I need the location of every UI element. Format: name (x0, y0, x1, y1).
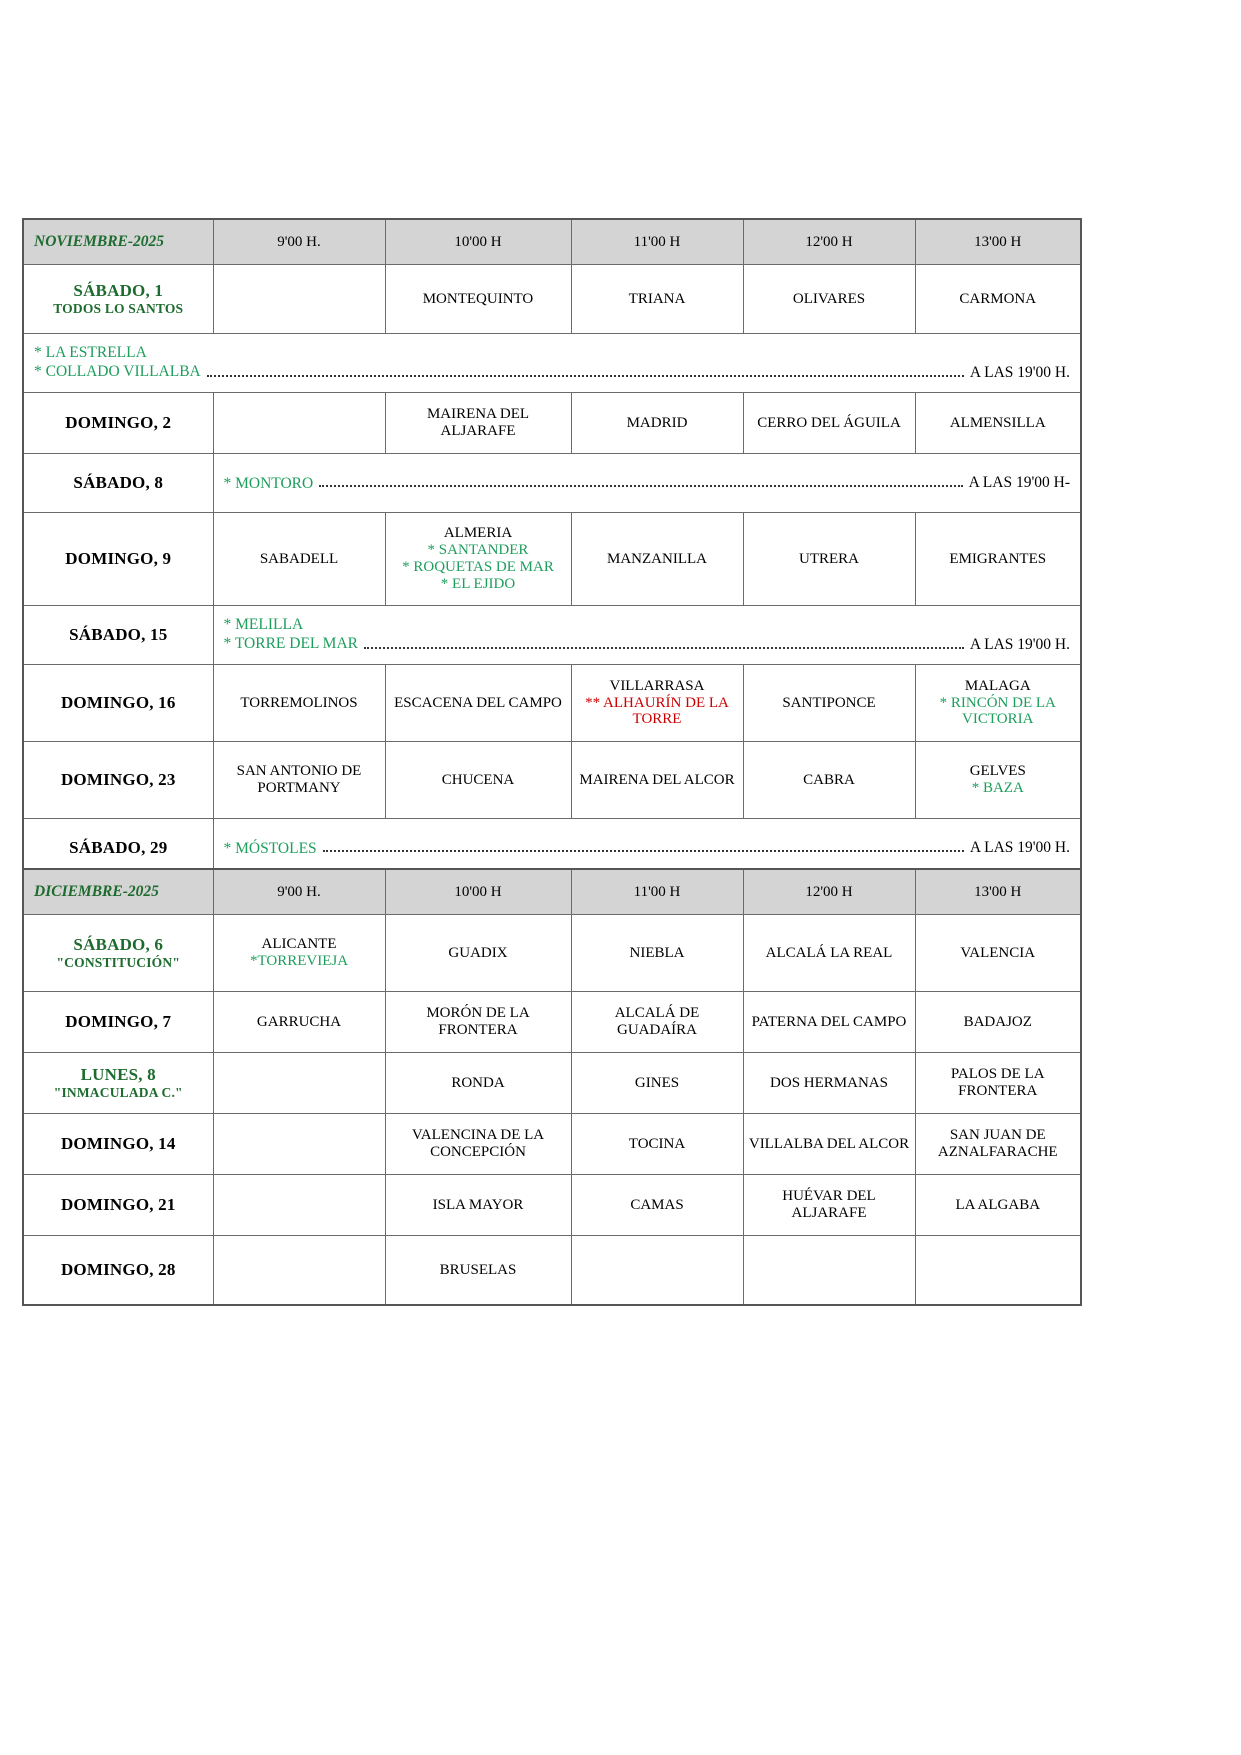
table-row (23, 606, 1081, 665)
place-name: * SANTANDER (427, 542, 529, 559)
place-name: VILLALBA DEL ALCOR (748, 1135, 910, 1152)
place-name: PATERNA DEL CAMPO (751, 1013, 907, 1030)
schedule-cell (915, 513, 1081, 606)
schedule-cell (571, 1114, 743, 1175)
column-header-hour-5: 13'00 H (915, 219, 1081, 265)
schedule-cell (571, 1175, 743, 1236)
full-width-note-cell (213, 454, 1081, 513)
schedule-cell (213, 393, 385, 454)
day-label: SÁBADO, 8 (73, 473, 164, 493)
december-schedule-table (22, 868, 1080, 1306)
place-name: MONTEQUINTO (422, 290, 534, 307)
schedule-cell (915, 1236, 1081, 1306)
note-time: A LAS 19'00 H. (969, 838, 1070, 856)
schedule-cell (915, 1175, 1081, 1236)
schedule-cell (213, 513, 385, 606)
table-row (23, 1114, 1081, 1175)
schedule-cell (743, 513, 915, 606)
schedule-cell (571, 665, 743, 742)
place-name: MAIRENA DEL ALJARAFE (426, 406, 530, 439)
place-name: BRUSELAS (439, 1261, 517, 1278)
place-name: ALMERIA (443, 525, 513, 542)
place-name: * EL EJIDO (440, 575, 516, 592)
day-label: DOMINGO, 2 (65, 413, 172, 433)
day-label-cell (23, 265, 213, 334)
note-place-list (224, 616, 359, 654)
schedule-cell (385, 393, 571, 454)
place-name: CHUCENA (441, 771, 515, 788)
december-table-body (23, 915, 1081, 1306)
schedule-cell (213, 1114, 385, 1175)
day-label-cell (23, 1175, 213, 1236)
schedule-cell (385, 1175, 571, 1236)
day-label-cell (23, 1236, 213, 1306)
day-label: DOMINGO, 23 (60, 770, 176, 790)
day-label: SÁBADO, 1 (73, 281, 164, 301)
schedule-cell (385, 1114, 571, 1175)
day-label: SÁBADO, 29 (69, 838, 168, 858)
schedule-cell (385, 1236, 571, 1306)
table-row (23, 334, 1081, 393)
day-label: DOMINGO, 7 (65, 1012, 172, 1032)
schedule-cell (385, 265, 571, 334)
place-name: EMIGRANTES (949, 550, 1047, 567)
table-row (23, 513, 1081, 606)
day-label: DOMINGO, 16 (60, 693, 176, 713)
place-name: ISLA MAYOR (432, 1196, 524, 1213)
place-name: NIEBLA (629, 944, 685, 961)
place-name: MORÓN DE LA FRONTERA (426, 1005, 530, 1038)
place-name: OLIVARES (792, 290, 866, 307)
column-header-hour-3: 11'00 H (571, 219, 743, 265)
place-name: * RINCÓN DE LA VICTORIA (939, 694, 1056, 728)
day-label-cell (23, 1114, 213, 1175)
column-header-hour-4: 12'00 H (743, 869, 915, 915)
place-name: * MÓSTOLES (223, 840, 317, 858)
table-row (23, 393, 1081, 454)
november-table-header (23, 219, 1081, 265)
table-row (23, 265, 1081, 334)
place-name: * MELILLA (223, 616, 304, 634)
day-label-cell (23, 992, 213, 1053)
schedule-cell (743, 1175, 915, 1236)
november-month-label: NOVIEMBRE-2025 (23, 219, 213, 265)
note-place-list (224, 475, 314, 492)
header-row (23, 219, 1081, 265)
december-month-label: DICIEMBRE-2025 (23, 869, 213, 915)
place-name: RONDA (451, 1074, 505, 1091)
note-place-list (34, 344, 201, 382)
dotted-leader (319, 484, 962, 487)
day-label-cell (23, 393, 213, 454)
day-label: DOMINGO, 9 (65, 549, 172, 569)
schedule-cell (385, 1053, 571, 1114)
schedule-cell (915, 665, 1081, 742)
note-time: A LAS 19'00 H- (968, 473, 1070, 491)
place-name: CERRO DEL ÁGUILA (757, 414, 901, 431)
place-name: ESCACENA DEL CAMPO (394, 694, 562, 711)
table-row (23, 665, 1081, 742)
dotted-leader (364, 646, 964, 649)
place-name: CABRA (803, 771, 855, 788)
schedule-cell (915, 915, 1081, 992)
note-time: A LAS 19'00 H. (969, 363, 1070, 381)
place-name: GUADIX (448, 944, 508, 961)
note-place-list (224, 840, 317, 857)
column-header-hour-1: 9'00 H. (213, 869, 385, 915)
column-header-hour-2: 10'00 H (385, 869, 571, 915)
schedule-cell (213, 265, 385, 334)
place-name: CAMAS (630, 1196, 684, 1213)
header-row (23, 869, 1081, 915)
place-name: * ROQUETAS DE MAR (402, 559, 554, 575)
schedule-cell (213, 665, 385, 742)
column-header-hour-5: 13'00 H (915, 869, 1081, 915)
place-name: MALAGA (964, 677, 1031, 694)
day-label: SÁBADO, 6 (73, 935, 164, 955)
table-row (23, 742, 1081, 819)
place-name: VILLARRASA (609, 677, 705, 694)
dotted-leader (323, 849, 964, 852)
schedule-cell (385, 513, 571, 606)
day-label-cell (23, 742, 213, 819)
schedule-cell (213, 915, 385, 992)
place-name: * MONTORO (223, 475, 314, 493)
place-name: ALMENSILLA (949, 414, 1046, 431)
place-name: BADAJOZ (963, 1013, 1032, 1030)
place-name: ALCALÁ LA REAL (765, 944, 893, 961)
schedule-cell (915, 992, 1081, 1053)
schedule-cell (571, 992, 743, 1053)
schedule-cell (385, 915, 571, 992)
table-row (23, 915, 1081, 992)
schedule-cell (743, 265, 915, 334)
place-name: VALENCIA (960, 944, 1036, 961)
table-row (23, 992, 1081, 1053)
place-name: * TORRE DEL MAR (223, 635, 358, 652)
place-name: UTRERA (799, 550, 859, 567)
table-row (23, 454, 1081, 513)
place-name: DOS HERMANAS (770, 1074, 888, 1091)
day-label-cell (23, 454, 213, 513)
place-name: CARMONA (959, 290, 1037, 307)
table-row (23, 1236, 1081, 1306)
schedule-cell (743, 665, 915, 742)
schedule-cell (915, 1114, 1081, 1175)
day-label-cell (23, 665, 213, 742)
schedule-cell (571, 1053, 743, 1114)
schedule-cell (915, 1053, 1081, 1114)
place-name: MADRID (626, 414, 688, 431)
schedule-cell (915, 265, 1081, 334)
schedule-cell (571, 265, 743, 334)
schedule-cell (743, 1236, 915, 1306)
place-name: ** ALHAURÍN DE LA TORRE (585, 694, 729, 728)
schedule-cell (915, 393, 1081, 454)
schedule-cell (571, 393, 743, 454)
place-name: HUÉVAR DEL ALJARAFE (782, 1188, 876, 1221)
place-name: PALOS DE LA FRONTERA (950, 1066, 1045, 1099)
day-sublabel: "CONSTITUCIÓN" (56, 955, 181, 971)
column-header-hour-1: 9'00 H. (213, 219, 385, 265)
place-name: * BAZA (971, 780, 1024, 796)
place-name: SANTIPONCE (782, 694, 876, 711)
full-width-note-cell (23, 334, 1081, 393)
schedule-cell (743, 393, 915, 454)
schedule-cell (915, 742, 1081, 819)
place-name: GELVES (969, 763, 1026, 780)
day-label: DOMINGO, 14 (60, 1134, 176, 1154)
place-name: * LA ESTRELLA (34, 344, 147, 362)
schedule-cell (571, 915, 743, 992)
schedule-cell (213, 1236, 385, 1306)
schedule-cell (213, 992, 385, 1053)
day-sublabel: TODOS LO SANTOS (53, 301, 184, 317)
schedule-cell (385, 665, 571, 742)
schedule-cell (571, 513, 743, 606)
place-name: ALICANTE (261, 936, 337, 953)
place-name: TORREMOLINOS (240, 694, 358, 711)
schedule-cell (385, 742, 571, 819)
place-name: ALCALÁ DE GUADAÍRA (614, 1005, 700, 1038)
schedule-cell (571, 742, 743, 819)
column-header-hour-4: 12'00 H (743, 219, 915, 265)
schedule-cell (743, 1114, 915, 1175)
december-table (22, 868, 1082, 1306)
place-name: TOCINA (628, 1135, 686, 1152)
place-name: MANZANILLA (607, 550, 707, 567)
dotted-leader (207, 374, 964, 377)
schedule-cell (743, 915, 915, 992)
full-width-note-cell (213, 606, 1081, 665)
day-label-cell (23, 915, 213, 992)
day-label-cell (23, 513, 213, 606)
place-name: GARRUCHA (256, 1013, 342, 1030)
place-name: VALENCINA DE LA CONCEPCIÓN (411, 1127, 545, 1160)
schedule-cell (743, 1053, 915, 1114)
day-label: DOMINGO, 28 (60, 1260, 176, 1280)
day-label-cell (23, 1053, 213, 1114)
note-time: A LAS 19'00 H. (969, 635, 1070, 653)
column-header-hour-3: 11'00 H (571, 869, 743, 915)
schedule-cell (743, 992, 915, 1053)
place-name: LA ALGABA (955, 1196, 1041, 1213)
place-name: TRIANA (628, 290, 686, 307)
day-label-cell (23, 606, 213, 665)
place-name: GINES (634, 1074, 680, 1091)
day-label: SÁBADO, 15 (69, 625, 168, 645)
day-label: LUNES, 8 (80, 1065, 156, 1085)
day-sublabel: "INMACULADA C." (53, 1085, 183, 1101)
schedule-cell (743, 742, 915, 819)
place-name: MAIRENA DEL ALCOR (579, 771, 735, 788)
place-name: SABADELL (259, 550, 339, 567)
november-schedule-table (22, 218, 1080, 879)
schedule-cell (213, 1053, 385, 1114)
schedule-cell (571, 1236, 743, 1306)
table-row (23, 1053, 1081, 1114)
place-name: SAN JUAN DE AZNALFARACHE (937, 1127, 1058, 1160)
column-header-hour-2: 10'00 H (385, 219, 571, 265)
december-table-header (23, 869, 1081, 915)
place-name: *TORREVIEJA (249, 953, 349, 969)
schedule-cell (385, 992, 571, 1053)
november-table-body (23, 265, 1081, 879)
november-table (22, 218, 1082, 879)
schedule-cell (213, 1175, 385, 1236)
day-label: DOMINGO, 21 (60, 1195, 176, 1215)
schedule-cell (213, 742, 385, 819)
table-row (23, 1175, 1081, 1236)
place-name: * COLLADO VILLALBA (34, 363, 201, 380)
place-name: SAN ANTONIO DE PORTMANY (236, 763, 362, 796)
